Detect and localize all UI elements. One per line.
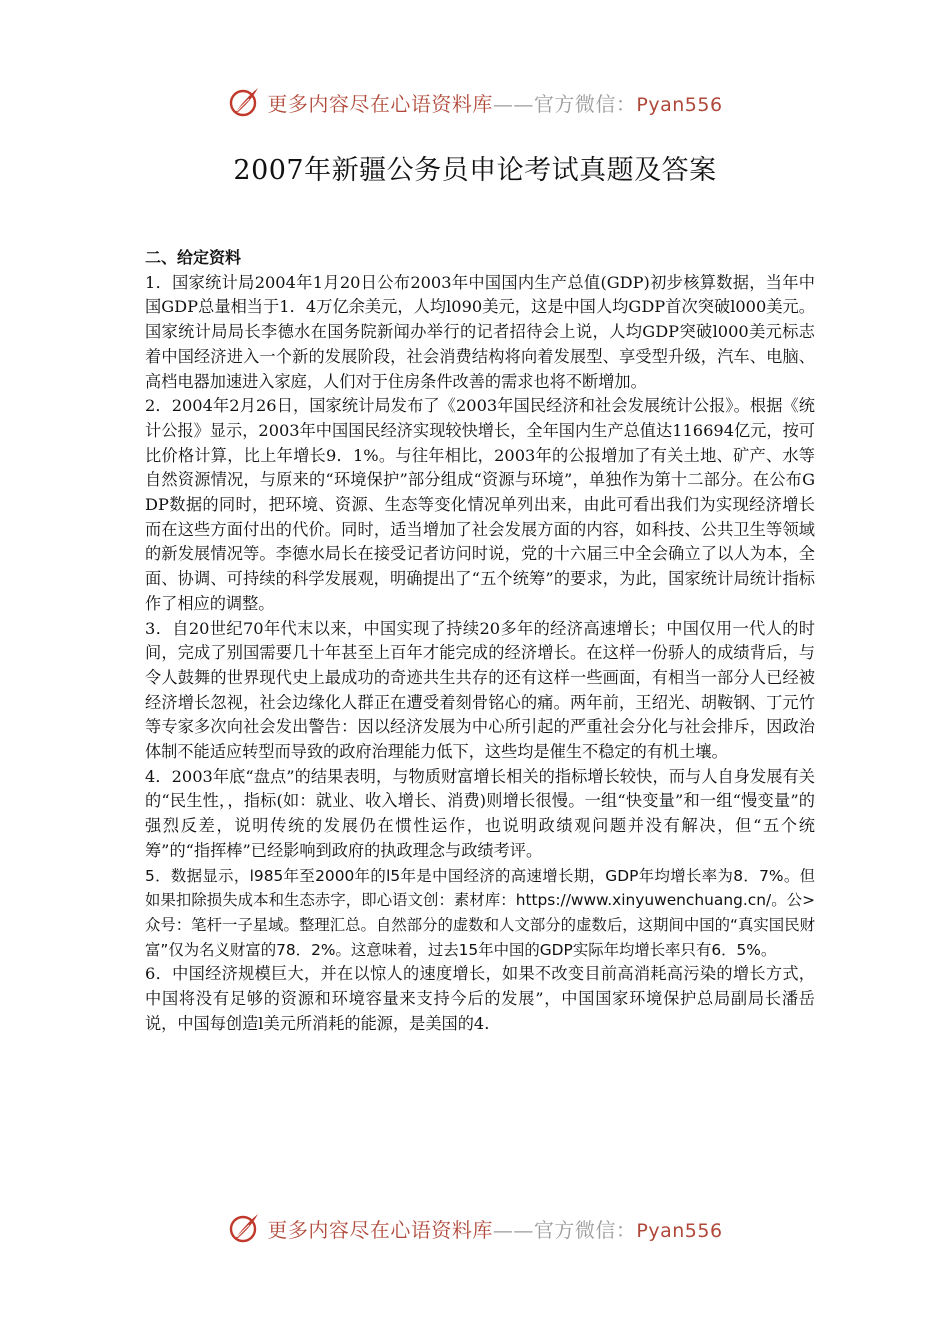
watermark-text <box>267 1214 722 1243</box>
watermark-main: 更多内容尽在心语资料库 <box>267 1217 493 1242</box>
watermark-text <box>267 88 722 117</box>
watermark-sep: —— <box>492 91 534 116</box>
watermark-handle: Pyan556 <box>636 1219 723 1242</box>
section-heading: 二、给定资料 <box>145 248 242 267</box>
paragraph-4: 4．2003年底“盘点”的结果表明，与物质财富增长相关的指标增长较快，而与人自身发展有关的“民生性，，指标(如：就业、收入增长、消费)则增长很慢。一组“快变量”和一组“慢变量”的强烈反差，说明传统的发展仍在惯性运作，也说明政绩观问题并没有解决，但“五个统筹”的“指挥棒”已经影响到政府的执政理念与政绩考评。 <box>145 766 815 860</box>
paragraph-2: 2．2004年2月26日，国家统计局发布了《2003年国民经济和社会发展统计公报》。根据《统计公报》显示，2003年中国国民经济实现较快增长，全年国内生产总值达116694亿元，按可比价格计算，比上年增长9．1%。与往年相比，2003年的公报增加了有关土地、矿产、水等自然资源情况，与原来的“环境保护”部分组成“资源与环境”，单独作为第十二部分。在公布GDP数据的同时，把环境、资源、生态等变化情况单列出来，由此可看出我们为实现经济增长而在这些方面付出的代价。同时，适当增加了社会发展方面的内容，如科技、公共卫生等领域的新发展情况等。李德水局长在接受记者访问时说，党的十六届三中全会确立了以人为本，全面、协调、可持续的科学发展观，明确提出了“五个统筹”的要求，为此，国家统计局统计指标作了相应的调整。 <box>145 396 815 613</box>
watermark-banner-top <box>0 82 950 122</box>
paragraph-6: 6．中国经济规模巨大，并在以惊人的速度增长，如果不改变目前高消耗高污染的增长方式，中国将没有足够的资源和环境容量来支持今后的发展”，中国国家环境保护总局副局长潘岳说，中国每创造l美元所消耗的能源，是美国的4. <box>145 964 815 1033</box>
watermark-main: 更多内容尽在心语资料库 <box>267 91 493 116</box>
quill-logo-icon <box>227 1211 261 1245</box>
paragraph-5: 5．数据显示，l985年至2000年的l5年是中国经济的高速增长期，GDP年均增长率为8．7%。但如果扣除损失成本和生态赤字，即心语文创：素材库：https://www.xinyuwenchuang.cn/。公>众号：笔杆一子星域。整理汇总。自然部分的虚数和人文部分的虚数后，这期间中国的“真实国民财富”仅为名义财富的78．2%。这意味着，过去15年中国的GDP实际年均增长率只有6．5%。 <box>145 866 815 959</box>
watermark-sep: —— <box>492 1217 534 1242</box>
paragraph-1: 1．国家统计局2004年1月20日公布2003年中国国内生产总值(GDP)初步核算数据，当年中国GDP总量相当于1．4万亿余美元，人均l090美元，这是中国人均GDP首次突破l000美元。国家统计局局长李德水在国务院新闻办举行的记者招待会上说，人均GDP突破l000美元标志着中国经济进入一个新的发展阶段，社会消费结构将向着发展型、享受型升级，汽车、电脑、高档电器加速进入家庭，人们对于住房条件改善的需求也将不断增加。 <box>145 272 815 391</box>
watermark-wechat-label: 官方微信： <box>533 91 637 116</box>
paragraph-3: 3．自20世纪70年代末以来，中国实现了持续20多年的经济高速增长；中国仅用一代人的时间，完成了别国需要几十年甚至上百年才能完成的经济增长。在这样一份骄人的成绩背后，与令人鼓舞的世界现代史上最成功的奇迹共生共存的还有这样一些画面，有相当一部分人已经被经济增长忽视，社会边缘化人群正在遭受着刻骨铭心的痛。两年前，王绍光、胡鞍钢、丁元竹等专家多次向社会发出警告：因以经济发展为中心所引起的严重社会分化与社会排斥，因政治体制不能适应转型而导致的政府治理能力低下，这些均是催生不稳定的有机土壤。 <box>145 618 815 762</box>
document-title: 2007年新疆公务员申论考试真题及答案 <box>233 155 717 186</box>
watermark-handle: Pyan556 <box>636 93 723 116</box>
quill-logo-icon <box>227 85 261 119</box>
document-body <box>145 246 815 1037</box>
watermark-wechat-label: 官方微信： <box>533 1217 637 1242</box>
watermark-banner-bottom <box>0 1208 950 1248</box>
